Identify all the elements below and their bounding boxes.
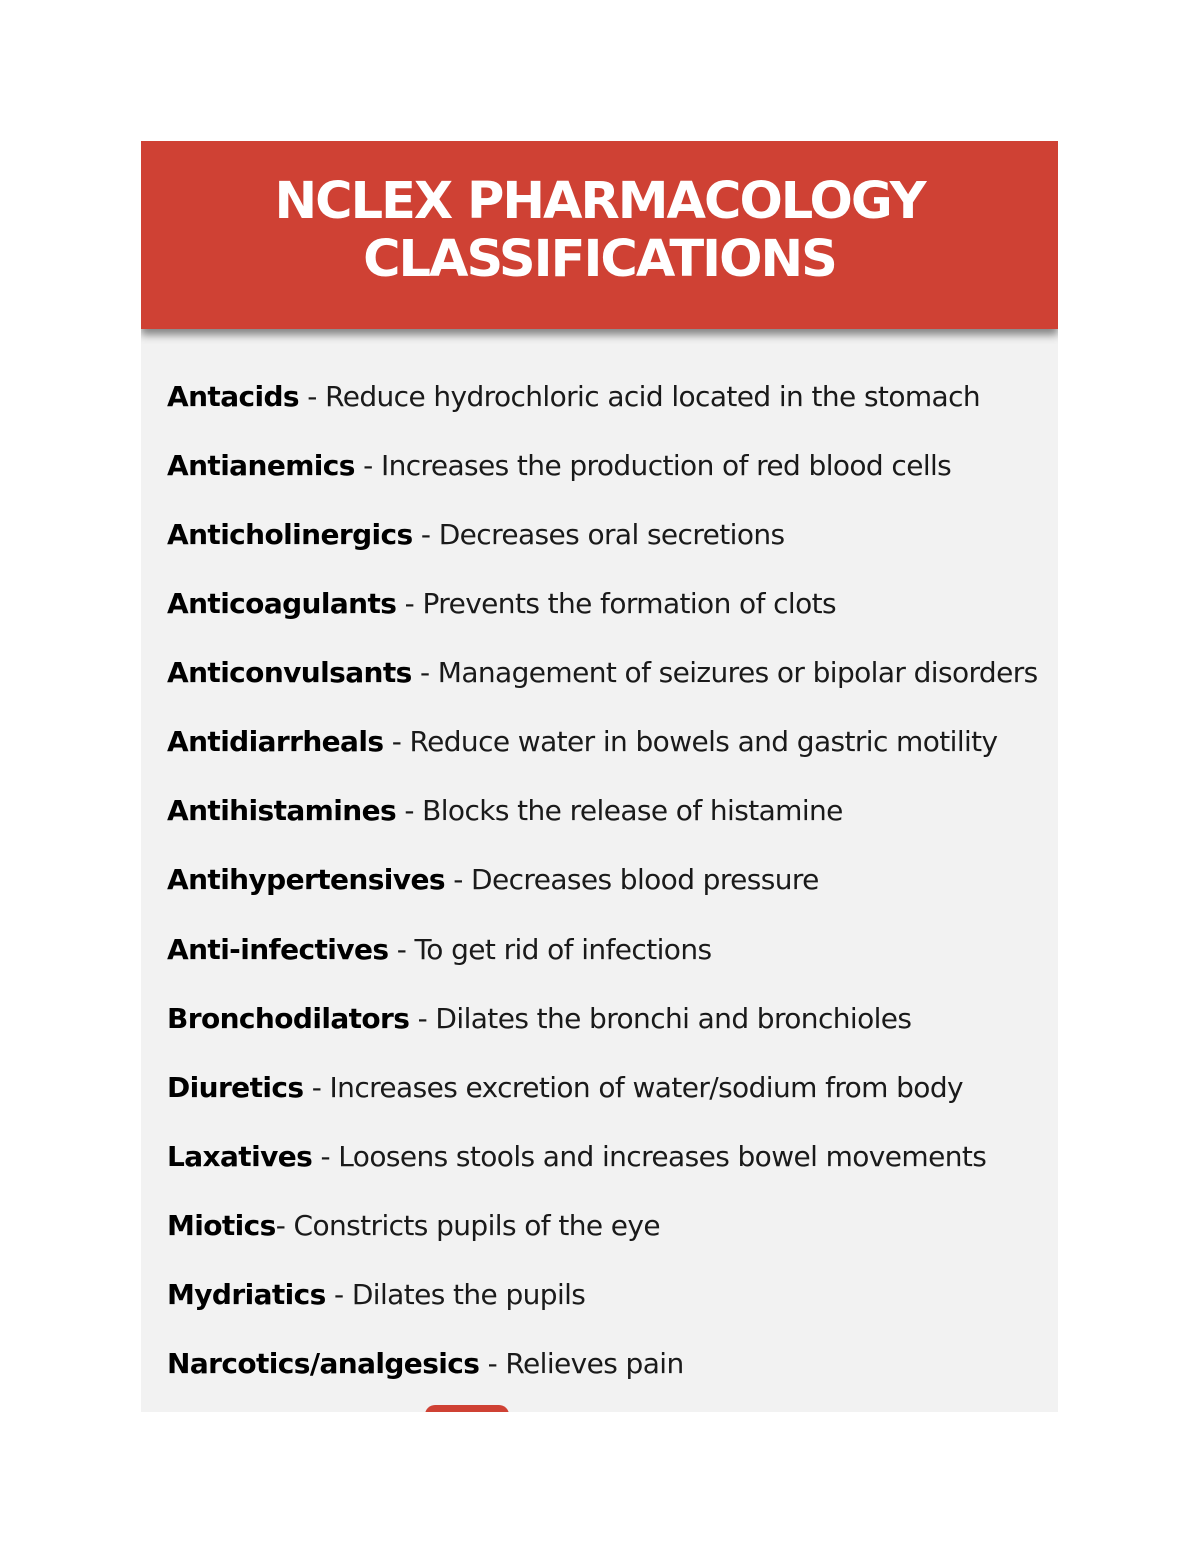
- classification-description: - Decreases oral secretions: [412, 518, 785, 552]
- list-item: [167, 791, 1047, 860]
- list-item: [167, 1275, 1047, 1344]
- classification-description: - Management of seizures or bipolar disorders: [411, 656, 1038, 690]
- list-item: [167, 1068, 1047, 1137]
- list-item: [167, 377, 1047, 446]
- classification-description: - Relieves pain: [479, 1346, 684, 1380]
- list-item: [167, 860, 1047, 929]
- list-item: [167, 722, 1047, 791]
- classification-term: Bronchodilators: [167, 1001, 410, 1035]
- classification-description: - Dilates the bronchi and bronchioles: [409, 1001, 912, 1035]
- classification-description: - Constricts pupils of the eye: [275, 1208, 661, 1242]
- classification-description: - Reduce water in bowels and gastric motility: [383, 725, 998, 759]
- classification-term: Narcotics/analgesics: [167, 1346, 480, 1380]
- title-banner: [141, 141, 1058, 329]
- classification-term: Anticholinergics: [167, 518, 413, 552]
- list-item: [167, 1206, 1047, 1275]
- title-line-1: NCLEX PHARMACOLOGY: [274, 172, 925, 231]
- classification-term: Antihistamines: [167, 794, 397, 828]
- classification-term: Diuretics: [167, 1070, 304, 1104]
- classification-description: - To get rid of infections: [388, 932, 712, 966]
- classification-description: - Dilates the pupils: [325, 1277, 586, 1311]
- title-line-2: CLASSIFICATIONS: [363, 230, 836, 289]
- list-item: [167, 999, 1047, 1068]
- classification-description: - Prevents the formation of clots: [396, 587, 836, 621]
- list-item: [167, 1344, 1047, 1412]
- classification-description: - Decreases blood pressure: [444, 863, 819, 897]
- classification-list: [167, 377, 1047, 1412]
- list-item: [167, 515, 1047, 584]
- classification-term: Laxatives: [167, 1139, 313, 1173]
- classification-term: Anticonvulsants: [167, 656, 412, 690]
- list-item: [167, 584, 1047, 653]
- list-item: [167, 653, 1047, 722]
- classification-description: - Reduce hydrochloric acid located in the stomach: [299, 380, 981, 413]
- classification-description: - Increases the production of red blood cells: [354, 449, 952, 483]
- classification-term: Antihypertensives: [167, 863, 445, 897]
- classification-term: Antianemics: [167, 449, 355, 483]
- classification-term: Antidiarrheals: [167, 725, 384, 759]
- classification-description: - Loosens stools and increases bowel movements: [312, 1139, 987, 1173]
- classification-term: Anticoagulants: [167, 587, 397, 621]
- list-item: [167, 1137, 1047, 1206]
- list-item: [167, 930, 1047, 999]
- classification-description: - Blocks the release of histamine: [396, 794, 843, 828]
- classification-description: - Increases excretion of water/sodium from body: [303, 1070, 963, 1104]
- list-item: [167, 446, 1047, 515]
- cropped-red-tab: [425, 1405, 509, 1412]
- classification-term: Mydriatics: [167, 1277, 326, 1311]
- classification-term: Antacids: [167, 380, 299, 413]
- classification-term: Anti-infectives: [167, 932, 389, 966]
- classification-card: [141, 141, 1058, 1412]
- page-title: [141, 173, 1058, 289]
- classification-term: Miotics: [167, 1208, 276, 1242]
